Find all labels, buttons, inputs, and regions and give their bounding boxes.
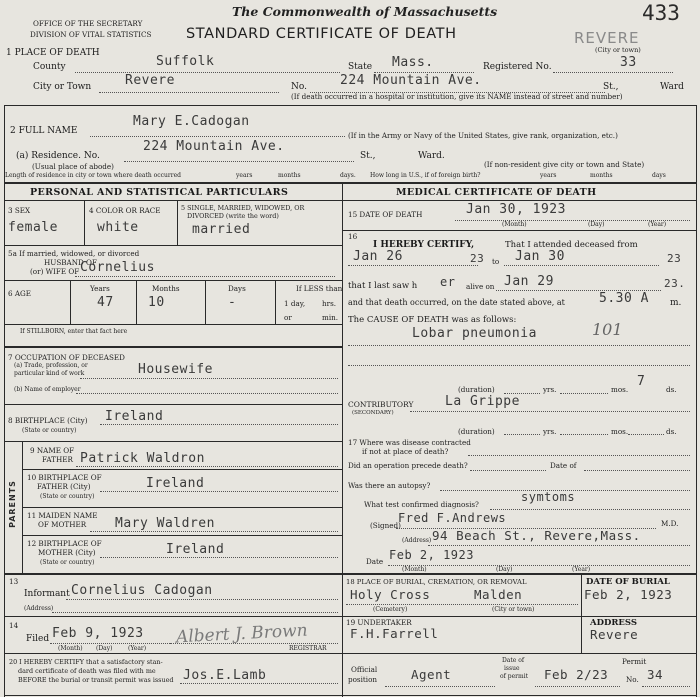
commonwealth-heading: The Commonwealth of Massachusetts	[232, 4, 498, 19]
sex-label: 3 SEX	[8, 206, 31, 215]
mother-state-note: (State or country)	[40, 559, 95, 566]
mother-name-line	[90, 531, 338, 532]
registered-line	[553, 72, 673, 73]
full-name-line	[90, 136, 345, 137]
cause-line-2	[348, 365, 690, 366]
test-label: What test confirmed diagnosis?	[364, 500, 479, 509]
ds-label-2: ds.	[666, 427, 677, 436]
rule	[177, 200, 178, 245]
rule	[4, 324, 342, 325]
father-birth-line	[100, 491, 338, 492]
county-line	[75, 72, 340, 73]
stillborn-note: If STILLBORN, enter that fact here	[20, 328, 128, 335]
official-value: Agent	[411, 667, 452, 682]
rule	[4, 182, 696, 184]
occupation-label: 7 OCCUPATION OF DECEASED	[8, 353, 125, 362]
duration-mos-line	[560, 393, 608, 394]
spouse-label-1: 5a If married, widowed, or divorced	[8, 249, 140, 258]
burial-date-value: Feb 2, 1923	[584, 587, 673, 602]
rule	[4, 616, 342, 617]
contributory-line	[410, 411, 690, 412]
cemetery-value: Holy Cross	[350, 587, 431, 602]
attended-from-line	[348, 265, 478, 266]
test-value: symtoms	[521, 490, 576, 504]
mother-name-label-2: OF MOTHER	[38, 520, 87, 529]
cert20-line-1: 20 I HEREBY CERTIFY that a satisfactory stan-	[9, 658, 163, 666]
street-st-label: St.,	[603, 82, 619, 92]
office-line-2: DIVISION OF VITAL STATISTICS	[30, 30, 152, 39]
father-birth-label-2: FATHER (City)	[37, 482, 91, 491]
burial-line	[346, 604, 578, 605]
address-line	[428, 545, 690, 546]
informant-address-label: (Address)	[24, 605, 54, 612]
registrar-signature: Albert J. Brown	[175, 620, 309, 648]
county-value: Suffolk	[156, 54, 215, 69]
mother-birth-label-1: 12 BIRTHPLACE OF	[27, 539, 102, 548]
age-years-label: Years	[90, 284, 110, 293]
father-birth-value: Ireland	[146, 476, 205, 491]
date-label: Date	[366, 557, 384, 566]
rule	[4, 200, 696, 201]
death-time-value: 5.30 A	[599, 291, 649, 306]
informant-line	[66, 599, 338, 600]
filed-day-label: (Day)	[96, 645, 113, 652]
attended-from-value: Jan 26	[353, 249, 403, 264]
last-saw-her: er	[440, 275, 456, 289]
yrs-label: yrs.	[543, 385, 557, 394]
father-name-label-1: 9 NAME OF	[30, 446, 75, 455]
official-line	[385, 686, 495, 687]
duration-mos-line-2	[560, 434, 608, 435]
filed-year-label: (Year)	[128, 645, 147, 652]
cause-code: 101	[592, 320, 623, 339]
stamp-town: REVERE	[574, 29, 640, 47]
mother-birth-value: Ireland	[166, 542, 225, 557]
rule	[275, 280, 276, 324]
army-note: (If in the Army or Navy of the United States, give rank, organization, etc.)	[348, 131, 618, 140]
cause-label: The CAUSE OF DEATH was as follows:	[348, 315, 517, 325]
age-label: 6 AGE	[8, 289, 32, 298]
no-label: No.	[291, 82, 307, 92]
employer-line	[76, 393, 338, 394]
informant-address-line	[52, 612, 338, 613]
state-label: State	[348, 62, 373, 72]
if-less-label: If LESS than	[296, 284, 343, 293]
yrs-label-2: yrs.	[543, 427, 557, 436]
contributory-value: La Grippe	[445, 394, 520, 409]
mos-label: mos.	[611, 385, 629, 394]
dod-day-label: (Day)	[588, 221, 605, 228]
attended-to-value: Jan 30	[515, 249, 565, 264]
burial-town-value: Malden	[474, 587, 523, 602]
attended-from-year: 23	[470, 252, 485, 265]
parents-vertical-label: PARENTS	[7, 480, 17, 528]
duration-label: (duration)	[458, 385, 495, 394]
state-value: Mass.	[392, 55, 434, 70]
registered-label: Registered No.	[483, 62, 552, 72]
address-label: (Address)	[402, 537, 432, 544]
duration-ds-line-2	[628, 434, 664, 435]
rule	[342, 184, 343, 574]
rule	[4, 280, 342, 281]
duration-yrs-line-2	[504, 434, 540, 435]
usual-place-note: (Usual place of abode)	[32, 162, 114, 171]
rule	[4, 404, 342, 405]
cert20-line-3: BEFORE the burial or transit permit was issued	[18, 676, 174, 684]
age-days-value: -	[228, 295, 237, 310]
city-value: Revere	[125, 73, 175, 88]
ds-label: ds.	[666, 385, 677, 394]
permit-no-label: No.	[626, 675, 639, 684]
date-day-label: (Day)	[496, 566, 513, 573]
rule	[581, 575, 582, 653]
date-of-death-label: 15 DATE OF DEATH	[348, 210, 423, 219]
autopsy-label: Was there an autopsy?	[348, 481, 431, 490]
spouse-value: Cornelius	[80, 260, 155, 275]
length-months: months	[278, 172, 301, 179]
age-days-label: Days	[228, 284, 246, 293]
mos-label-2: mos.	[611, 427, 629, 436]
cemetery-label: (Cemetery)	[373, 606, 408, 613]
place-of-death-label: 1 PLACE OF DEATH	[6, 48, 100, 58]
hrs-label: hrs.	[322, 299, 337, 308]
undertaker-address-value: Revere	[590, 627, 639, 642]
operation-label: Did an operation precede death?	[348, 461, 468, 470]
filed-number: 14	[9, 621, 19, 630]
rule	[84, 200, 85, 245]
permit-date-line	[535, 686, 620, 687]
personal-section-title: PERSONAL AND STATISTICAL PARTICULARS	[30, 187, 289, 198]
spouse-line	[75, 276, 335, 277]
occupation-note-b: particular kind of work	[14, 370, 85, 377]
date-year-label: (Year)	[572, 566, 591, 573]
dod-month-label: (Month)	[502, 221, 527, 228]
length-days: days.	[340, 172, 356, 179]
birthplace-label: 8 BIRTHPLACE (City)	[8, 416, 88, 425]
test-line	[490, 509, 690, 510]
full-name-value: Mary E.Cadogan	[133, 114, 250, 129]
official-label-2: position	[348, 675, 378, 684]
certificate-title: STANDARD CERTIFICATE OF DEATH	[186, 26, 457, 42]
cause-value: Lobar pneumonia	[412, 326, 537, 341]
informant-number: 13	[9, 577, 19, 586]
one-day-label: 1 day,	[284, 299, 306, 308]
color-label: 4 COLOR OR RACE	[89, 206, 161, 215]
dod-year-label: (Year)	[648, 221, 667, 228]
operation-date-line	[584, 470, 690, 471]
contributory-label: CONTRIBUTORY	[348, 400, 414, 409]
marital-label-1: 5 SINGLE, MARRIED, WIDOWED, OR	[181, 204, 305, 212]
occupation-value: Housewife	[138, 362, 213, 377]
date-of-death-value: Jan 30, 1923	[466, 202, 566, 217]
age-years-value: 47	[97, 295, 114, 310]
informant-value: Cornelius Cadogan	[71, 583, 213, 598]
alive-on-label: alive on	[466, 282, 495, 291]
rule	[22, 469, 342, 470]
signed-value: Fred F.Andrews	[398, 511, 507, 525]
residence-line	[124, 161, 354, 162]
official-label-1: Official	[351, 665, 378, 674]
cert20-signer: Jos.E.Lamb	[183, 668, 267, 683]
how-long-note: How long in U.S., if of foreign birth?	[370, 172, 481, 179]
permit-label: Permit	[622, 657, 647, 666]
age-months-label: Months	[152, 284, 180, 293]
last-saw-label: that I last saw h	[348, 281, 418, 291]
father-name-value: Patrick Waldron	[80, 451, 205, 466]
city-line	[99, 92, 279, 93]
county-label: County	[33, 62, 66, 72]
residence-ward-label: Ward.	[418, 151, 445, 161]
death-time-suffix: m.	[670, 298, 682, 308]
length-note: Length of residence in city or town where death occurred	[5, 172, 182, 179]
num-16: 16	[348, 232, 358, 241]
residence-st-label: St.,	[360, 151, 376, 161]
mother-birth-label-2: MOTHER (City)	[38, 548, 96, 557]
permit-date-value: Feb 2/23	[544, 667, 609, 682]
attended-to-line	[504, 265, 659, 266]
spouse-label-2: HUSBAND OF	[44, 258, 97, 267]
rule	[4, 441, 342, 442]
birthplace-value: Ireland	[105, 409, 164, 424]
burial-place-label: 18 PLACE OF BURIAL, CREMATION, OR REMOVAL	[346, 578, 527, 586]
color-value: white	[97, 220, 139, 235]
mother-birth-line	[100, 557, 338, 558]
cert20-line	[180, 683, 338, 684]
ward-label: Ward	[660, 82, 684, 92]
rule	[205, 280, 206, 324]
secondary-label: (SECONDARY)	[352, 410, 394, 416]
informant-label: Informant	[24, 589, 70, 599]
spouse-label-3: (or) WIFE OF	[30, 267, 80, 276]
father-name-label-2: FATHER	[42, 455, 73, 464]
city-town-note: (City or town)	[595, 46, 641, 54]
rule	[4, 245, 342, 246]
how-long-years: years	[540, 172, 557, 179]
street-value: 224 Mountain Ave.	[340, 73, 482, 88]
q17-answer-line	[468, 455, 690, 456]
burial-city-label: (City or town)	[492, 606, 535, 613]
length-years: years	[236, 172, 253, 179]
date-month-label: (Month)	[402, 566, 427, 573]
rule	[4, 105, 696, 106]
how-long-months: months	[590, 172, 613, 179]
office-line-1: OFFICE OF THE SECRETARY	[33, 19, 143, 28]
filed-line	[50, 643, 170, 644]
undertaker-label: 19 UNDERTAKER	[346, 618, 412, 627]
certify-label: I HEREBY CERTIFY,	[373, 240, 475, 250]
permit-date-label-3: of permit	[500, 673, 529, 680]
q17-line-2: if not at place of death?	[362, 447, 449, 456]
min-label: min.	[322, 313, 339, 322]
registered-value: 33	[620, 55, 637, 70]
city-label: City or Town	[33, 82, 92, 92]
death-occurred-label: and that death occurred, on the date stated above, at	[348, 298, 565, 307]
occupation-line	[80, 378, 338, 379]
operation-line	[470, 470, 546, 471]
cause-line-1	[348, 345, 690, 346]
stamp-number: 433	[642, 1, 680, 25]
undertaker-value: F.H.Farrell	[350, 626, 439, 641]
rule	[4, 573, 696, 575]
rule	[4, 346, 342, 348]
address-value: 94 Beach St., Revere,Mass.	[432, 528, 641, 543]
registrar-line	[170, 643, 338, 644]
medical-section-title: MEDICAL CERTIFICATE OF DEATH	[396, 187, 597, 198]
to-label: to	[492, 257, 500, 266]
or-label: or	[284, 313, 292, 322]
permit-no-value: 34	[647, 667, 664, 682]
cert20-line-2: dard certificate of death was filed with me	[18, 667, 156, 675]
rule	[70, 280, 71, 324]
permit-date-label-2: issue	[504, 665, 520, 672]
last-saw-year: 23.	[664, 277, 686, 290]
rule	[136, 280, 137, 324]
birthplace-state-note: (State or country)	[22, 427, 77, 434]
rule	[342, 616, 696, 617]
rule	[4, 653, 696, 654]
rule	[4, 695, 696, 696]
father-state-note: (State or country)	[40, 493, 95, 500]
marital-value: married	[192, 222, 251, 237]
how-long-days: days	[652, 172, 666, 179]
employer-label: (b) Name of employer	[14, 386, 81, 393]
nonresident-note: (If non-resident give city or town and State)	[484, 160, 645, 169]
birthplace-line	[100, 424, 338, 425]
undertaker-address-label: ADDRESS	[590, 618, 637, 628]
duration-days-value: 7	[637, 374, 646, 389]
hospital-note: (If death occurred in a hospital or institution, give its NAME instead of street and number)	[291, 92, 623, 101]
certify-text: That I attended deceased from	[505, 240, 638, 250]
filed-month-label: (Month)	[58, 645, 83, 652]
attended-to-year: 23	[667, 252, 682, 265]
rule	[22, 535, 342, 536]
marital-label-2: DIVORCED (write the word)	[187, 212, 279, 220]
burial-date-label: DATE OF BURIAL	[586, 577, 670, 587]
md-label: M.D.	[661, 519, 679, 528]
occupation-note-a: (a) Trade, profession, or	[14, 362, 88, 369]
rule	[342, 230, 696, 231]
sex-value: female	[8, 220, 58, 235]
rule	[342, 575, 343, 697]
mother-name-label-1: 11 MAIDEN NAME	[27, 511, 98, 520]
rule	[4, 105, 5, 697]
date-of-label: Date of	[550, 461, 577, 470]
date-value: Feb 2, 1923	[389, 548, 474, 562]
residence-value: 224 Mountain Ave.	[143, 139, 285, 154]
residence-label: (a) Residence. No.	[16, 151, 100, 161]
father-name-line	[76, 466, 338, 467]
signed-label: (Signed)	[370, 521, 401, 530]
duration-label-2: (duration)	[458, 427, 495, 436]
filed-label: Filed	[26, 634, 50, 644]
rule	[22, 507, 342, 508]
rule	[696, 105, 697, 697]
permit-date-label-1: Date of	[502, 657, 525, 664]
full-name-label: 2 FULL NAME	[10, 126, 78, 136]
permit-no-line	[642, 686, 690, 687]
date-line	[388, 565, 690, 566]
mother-name-value: Mary Waldren	[115, 516, 215, 531]
registrar-label: REGISTRAR	[289, 645, 327, 652]
age-months-value: 10	[148, 295, 165, 310]
last-saw-date: Jan 29	[504, 274, 554, 289]
father-birth-label-1: 10 BIRTHPLACE OF	[27, 473, 102, 482]
q17-line-1: 17 Where was disease contracted	[348, 438, 471, 447]
filed-value: Feb 9, 1923	[52, 626, 144, 641]
